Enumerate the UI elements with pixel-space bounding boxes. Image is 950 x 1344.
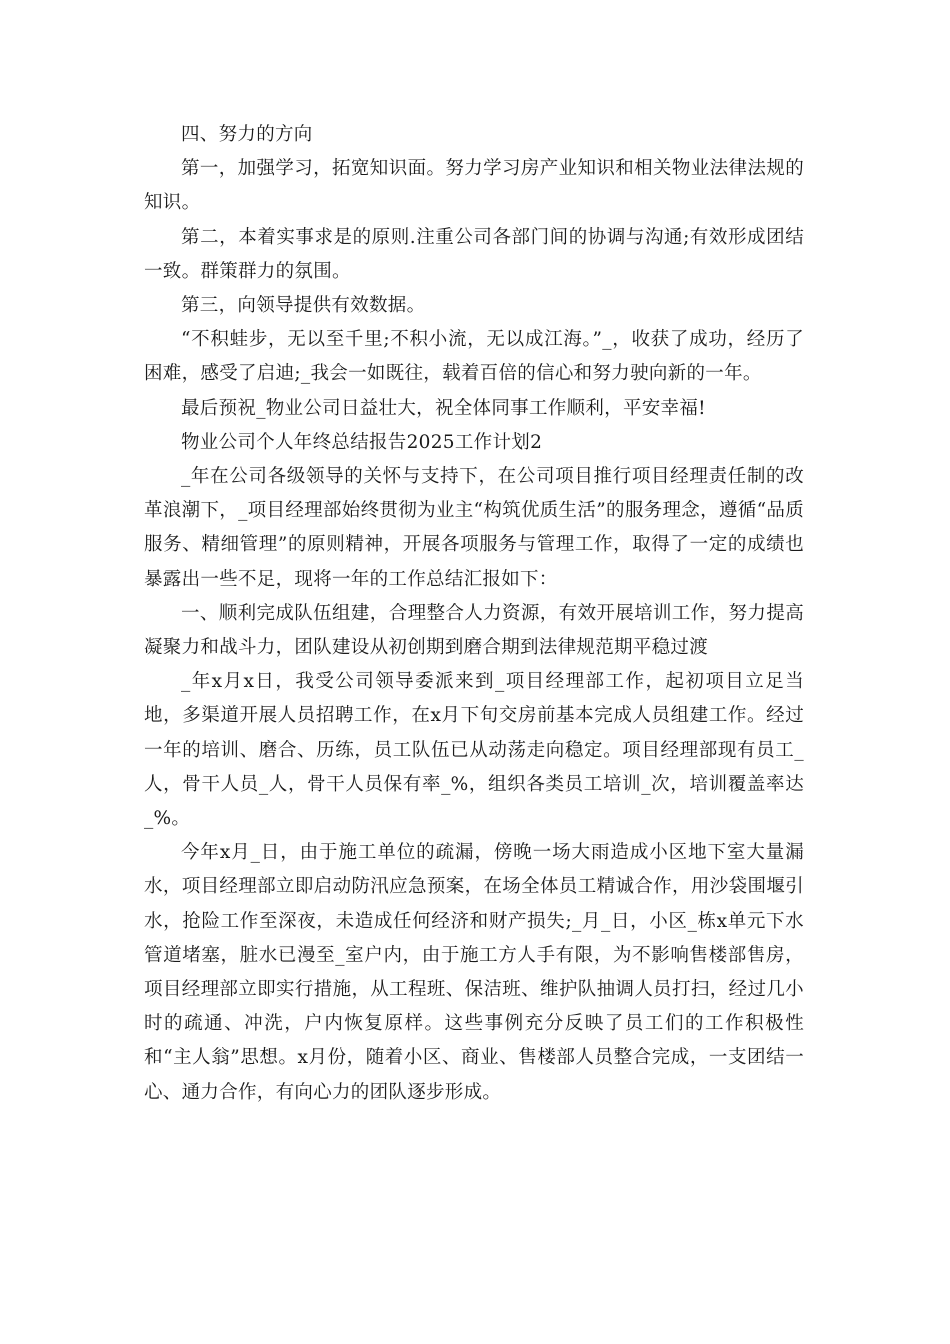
- paragraph: 第三，向领导提供有效数据。: [181, 295, 426, 317]
- paragraph: 第一，加强学习，拓宽知识面。努力学习房产业知识和相关物业法律法规的知识。: [144, 158, 804, 214]
- paragraph: _年在公司各级领导的关怀与支持下，在公司项目推行项目经理责任制的改革浪潮下，_项目经理部始终贯彻为业主“构筑优质生活”的服务理念，遵循“品质服务、精细管理”的原则精神，开展各项服务与管理工作，取得了一定的成绩也暴露出一些不足，现将一年的工作总结汇报如下：: [144, 466, 804, 590]
- section-heading: 四、努力的方向: [181, 124, 313, 145]
- document-body: [144, 118, 804, 1110]
- paragraph: 今年x月_日，由于施工单位的疏漏，傍晚一场大雨造成小区地下室大量漏水，项目经理部立即启动防汛应急预案，在场全体员工精诚合作，用沙袋围堰引水，抢险工作至深夜，未造成任何经济和财产损失;_月_日，小区_栋x单元下水管道堵塞，脏水已漫至_室户内，由于施工方人手有限，为不影响售楼部售房，项目经理部立即实行措施，从工程班、保洁班、维护队抽调人员打扫，经过几小时的疏通、冲洗，户内恢复原样。这些事例充分反映了员工们的工作积极性和“主人翁”思想。x月份，随着小区、商业、售楼部人员整合完成，一支团结一心、通力合作，有向心力的团队逐步形成。: [144, 842, 804, 1103]
- paragraph: “不积蛙步，无以至千里;不积小流，无以成江海。”_，收获了成功，经历了困难，感受了启迪;_我会一如既往，载着百倍的信心和努力驶向新的一年。: [144, 329, 804, 385]
- paragraph: 最后预祝_物业公司日益壮大，祝全体同事工作顺利，平安幸福!: [181, 397, 706, 419]
- paragraph: 第二，本着实事求是的原则.注重公司各部门间的协调与沟通;有效形成团结一致。群策群力的氛围。: [144, 226, 804, 282]
- document-subtitle: 物业公司个人年终总结报告2025工作计划2: [181, 431, 543, 453]
- paragraph: _年x月x日，我受公司领导委派来到_项目经理部工作，起初项目立足当地，多渠道开展人员招聘工作，在x月下旬交房前基本完成人员组建工作。经过一年的培训、磨合、历练，员工队伍已从动荡走向稳定。项目经理部现有员工_人，骨干人员_人，骨干人员保有率_%，组织各类员工培训_次，培训覆盖率达_%。: [144, 671, 804, 830]
- paragraph: 一、顺利完成队伍组建，合理整合人力资源，有效开展培训工作，努力提高凝聚力和战斗力，团队建设从初创期到磨合期到法律规范期平稳过渡: [144, 602, 804, 659]
